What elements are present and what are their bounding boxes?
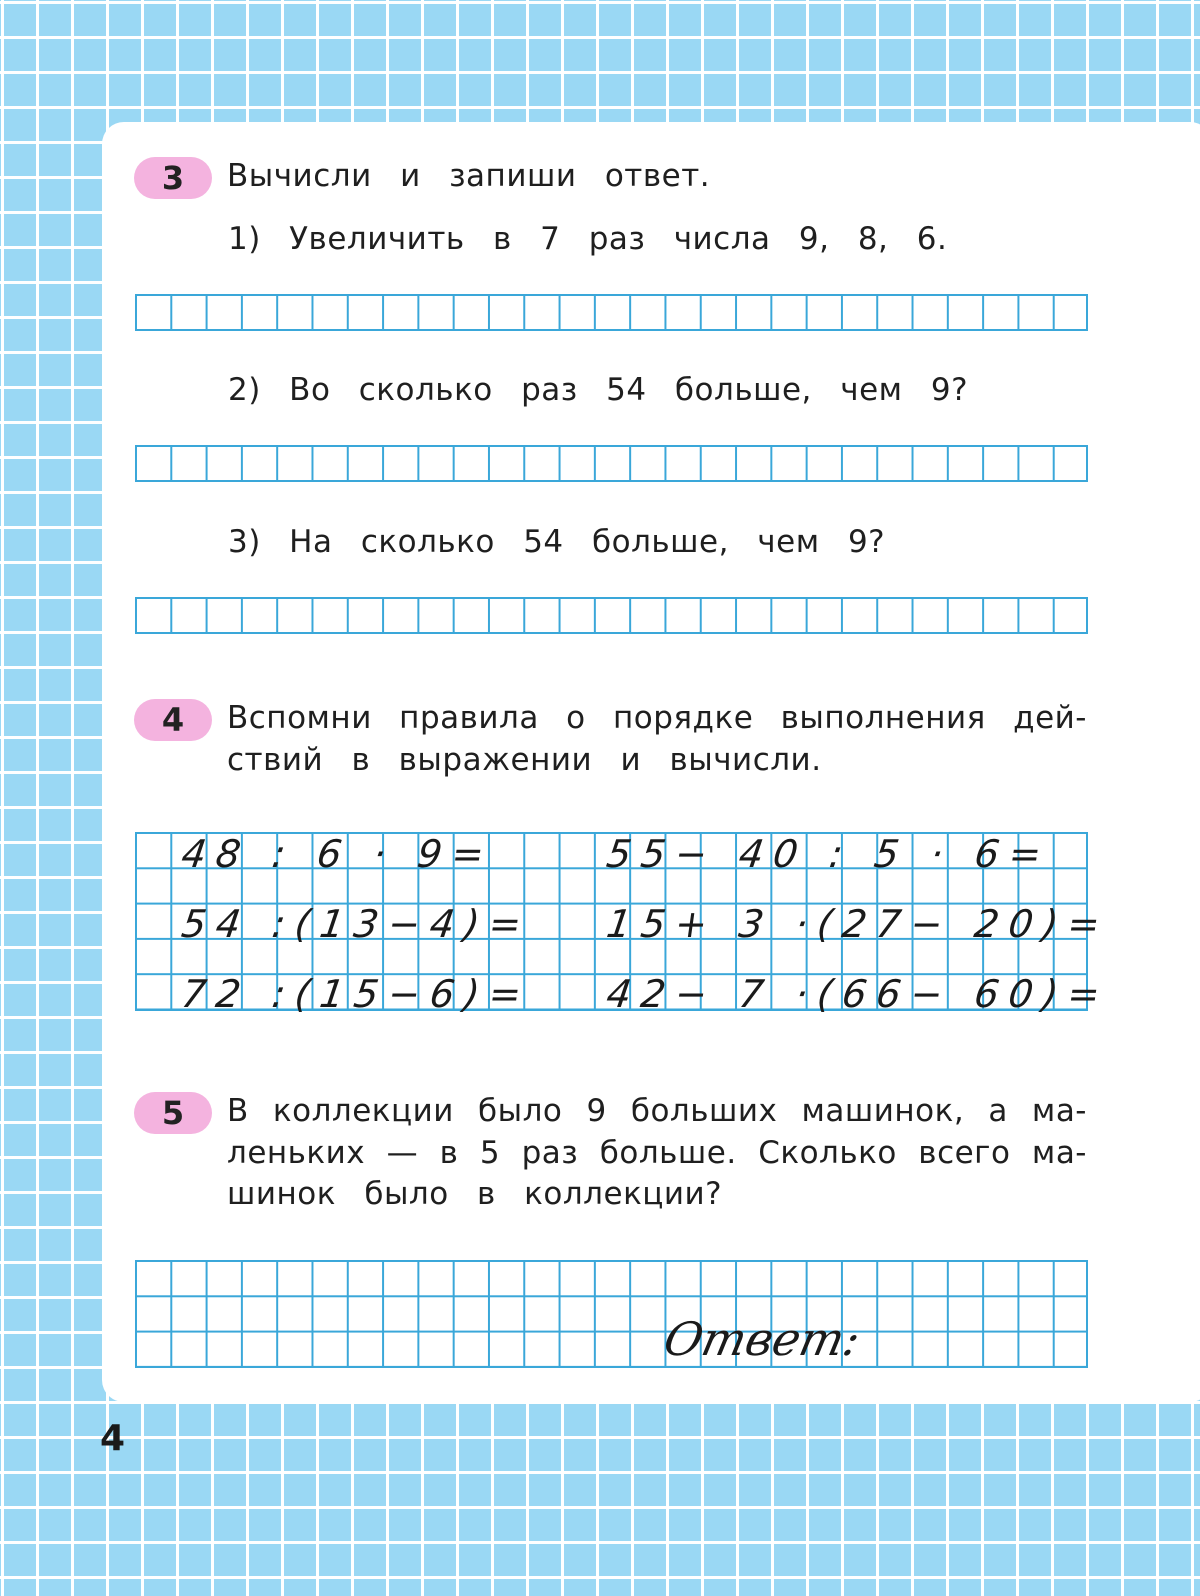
task-3-item-3: 3) На сколько 54 больше, чем 9? — [228, 524, 886, 560]
page-number: 4 — [100, 1418, 126, 1459]
answer-label: Ответ: — [659, 1312, 866, 1366]
task-3-item-1: 1) Увеличить в 7 раз числа 9, 8, 6. — [228, 221, 948, 257]
expression-left-2: 54 :(13−4)= — [178, 902, 535, 946]
task-5-text-line-1: В коллекции было 9 больших машинок, а ма- — [227, 1093, 1087, 1129]
task-5-text-line-3: шинок было в коллекции? — [227, 1176, 723, 1212]
answer-row-3[interactable] — [135, 597, 1088, 634]
task-3-badge: 3 — [134, 157, 212, 199]
task-3-title: Вычисли и запиши ответ. — [227, 158, 711, 194]
expression-left-1: 48 : 6 · 9= — [178, 832, 497, 876]
task-4-text-line-1: Вспомни правила о порядке выполнения дей- — [227, 700, 1087, 736]
task-5-text-line-2: леньких — в 5 раз больше. Сколько всего ма- — [227, 1135, 1087, 1171]
task-4-badge: 4 — [134, 699, 212, 741]
solution-grid[interactable] — [135, 1260, 1088, 1368]
task-3-item-2: 2) Во сколько раз 54 больше, чем 9? — [228, 372, 969, 408]
task-4-text-line-2: ствий в выражении и вычисли. — [227, 742, 822, 778]
expression-right-1: 55− 40 : 5 · 6= — [603, 832, 1055, 876]
task-5-badge: 5 — [134, 1092, 212, 1134]
answer-row-2[interactable] — [135, 445, 1088, 482]
expression-right-2: 15+ 3 ·(27− 20)= — [603, 902, 1113, 946]
expression-right-3: 42− 7 ·(66− 60)= — [603, 972, 1113, 1016]
expression-left-3: 72 :(15−6)= — [178, 972, 535, 1016]
answer-row-1[interactable] — [135, 294, 1088, 331]
